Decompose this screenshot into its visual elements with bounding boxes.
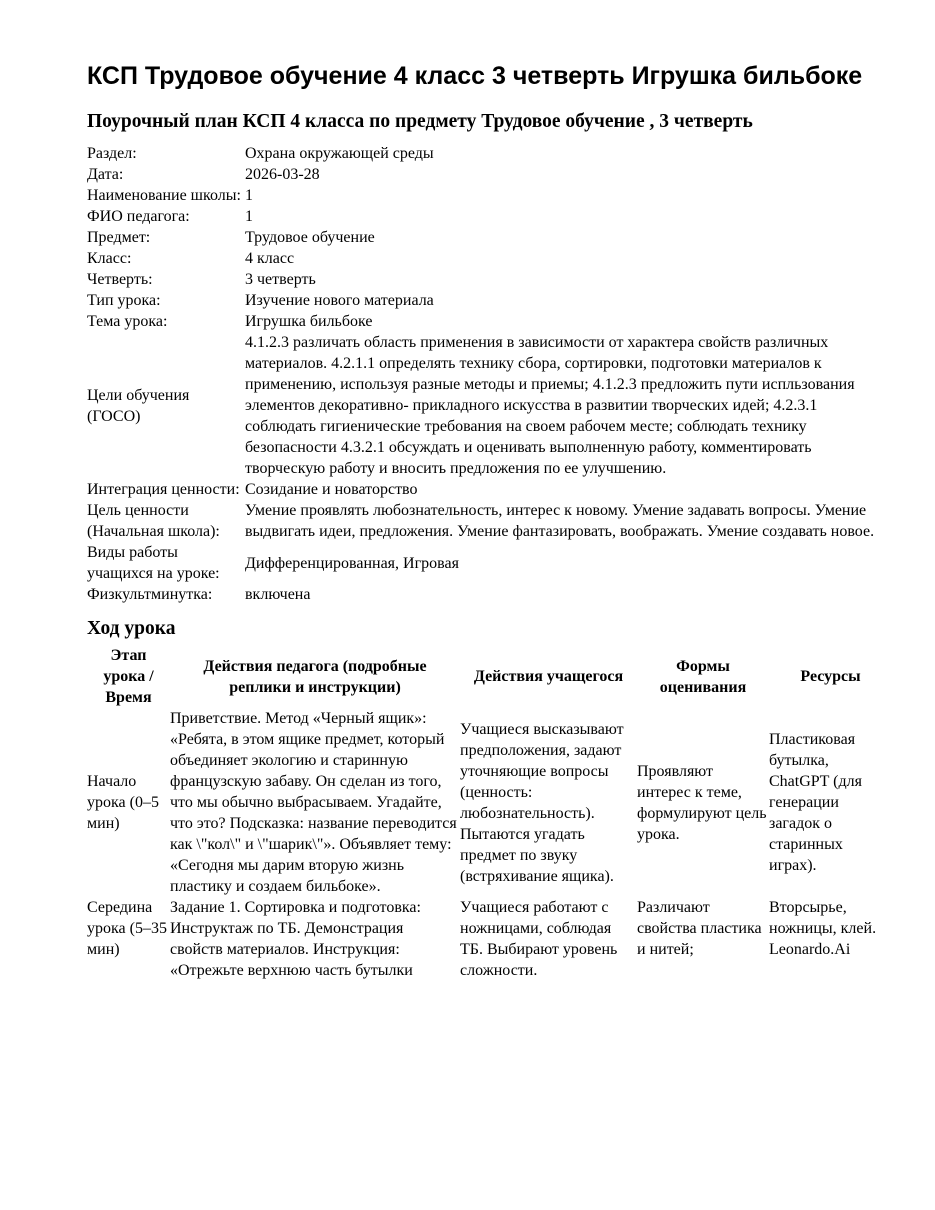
table-row (87, 897, 892, 981)
info-row (87, 500, 892, 542)
header-stage: Этап урока / Время (103, 647, 154, 706)
header-teacher-actions: Действия педагога (подробные реплики и инструкции) (203, 657, 427, 696)
info-key: Цели обучения (ГОСО) (87, 386, 190, 425)
info-row (87, 290, 892, 311)
info-key: Тема урока: (87, 313, 168, 330)
info-row (87, 227, 892, 248)
stage-cell: Середина урока (5–35 мин) (87, 899, 167, 958)
assessment-cell: Проявляют интерес к теме, формулируют цель урока. (637, 762, 767, 843)
info-row (87, 185, 892, 206)
plan-subtitle: Поурочный план КСП 4 класса по предмету Трудовое обучение , 3 четверть (87, 111, 753, 132)
info-value: Изучение нового материала (245, 292, 434, 309)
info-row (87, 311, 892, 332)
info-value: 1 (245, 208, 253, 225)
info-value: включена (245, 586, 311, 603)
info-key: Предмет: (87, 229, 151, 246)
table-header-row (87, 645, 892, 708)
info-value: 4.1.2.3 различать область применения в зависимости от характера свойств различных материалов. 4.2.1.1 определять технику сбора, сортировки, подготовки материалов к применению, используя разные методы и приемы; 4.1.2.3 предложить пути испльзования элементов декоративно- прикладного искусства в развитии творческих идей; 4.2.3.1 соблюдать гигиенические требования на своем рабочем месте; соблюдать технику безопасности 4.3.2.1 обсуждать и оценивать выполненную работу, комментировать творческую работу и вносить предложения по ее улучшению. (245, 334, 855, 477)
info-row (87, 584, 892, 605)
info-value: 3 четверть (245, 271, 316, 288)
info-key: Наименование школы: (87, 187, 241, 204)
info-value: 2026-03-28 (245, 166, 320, 183)
info-key: Класс: (87, 250, 132, 267)
info-value: Игрушка бильбоке (245, 313, 373, 330)
table-row (87, 708, 892, 897)
info-row (87, 542, 892, 584)
info-key: Дата: (87, 166, 124, 183)
document-page (87, 58, 892, 981)
student-actions-cell: Учащиеся высказывают предположения, задают уточняющие вопросы (ценность: любознательность). Пытаются угадать предмет по звуку (встряхивание ящика). (460, 720, 624, 885)
info-row (87, 206, 892, 227)
info-key: Цель ценности (Начальная школа): (87, 502, 220, 540)
info-row (87, 332, 892, 479)
header-assessment: Формы оценивания (659, 657, 747, 696)
resources-cell: Пластиковая бутылка, ChatGPT (для генерации загадок о старинных играх). (769, 731, 862, 874)
info-value: Трудовое обучение (245, 229, 375, 246)
teacher-actions-cell: Задание 1. Сортировка и подготовка: Инструктаж по ТБ. Демонстрация свойств материалов. Инструкция: «Отрежьте верхнюю часть бутылки (170, 899, 421, 979)
info-key: Тип урока: (87, 292, 161, 309)
header-student-actions: Действия учащегося (473, 668, 624, 685)
info-key: Виды работы учащихся на уроке: (87, 544, 220, 582)
student-actions-cell: Учащиеся работают с ножницами, соблюдая ТБ. Выбирают уровень сложности. (460, 899, 618, 979)
lesson-flow-table (87, 645, 892, 981)
assessment-cell: Различают свойства пластика и нитей; (637, 899, 762, 958)
info-row (87, 479, 892, 500)
info-value: Дифференцированная, Игровая (245, 554, 459, 572)
header-resources: Ресурсы (800, 668, 861, 685)
info-row (87, 164, 892, 185)
info-key: Четверть: (87, 271, 153, 288)
info-key: Раздел: (87, 145, 137, 162)
info-value: Созидание и новаторство (245, 481, 418, 498)
info-value: 4 класс (245, 250, 295, 267)
stage-cell: Начало урока (0–5 мин) (87, 773, 159, 832)
document-title: КСП Трудовое обучение 4 класс 3 четверть Игрушка бильбоке (87, 62, 863, 90)
lesson-info-table (87, 143, 892, 605)
info-key: Интеграция ценности: (87, 481, 240, 498)
info-value: Охрана окружающей среды (245, 145, 434, 162)
info-row (87, 143, 892, 164)
info-key: ФИО педагога: (87, 208, 190, 225)
resources-cell: Вторсырье, ножницы, клей. Leonardo.Ai (769, 899, 877, 958)
info-key: Физкультминутка: (87, 586, 213, 603)
info-row (87, 269, 892, 290)
info-value: Умение проявлять любознательность, интерес к новому. Умение задавать вопросы. Умение выдвигать идеи, предложения. Умение фантазировать, воображать. Умение создавать новое. (245, 502, 875, 540)
lesson-flow-heading: Ход урока (87, 618, 176, 639)
info-value: 1 (245, 187, 253, 204)
info-row (87, 248, 892, 269)
teacher-actions-cell: Приветствие. Метод «Черный ящик»: «Ребята, в этом ящике предмет, который объединяет экологию и старинную французскую забаву. Он сделан из того, что мы обычно выбрасываем. Угадайте, что это? Подсказка: название переводится как \"кол\" и \"шарик\"». Объявляет тему: «Сегодня мы дарим вторую жизнь пластику и создаем бильбоке». (170, 710, 457, 895)
